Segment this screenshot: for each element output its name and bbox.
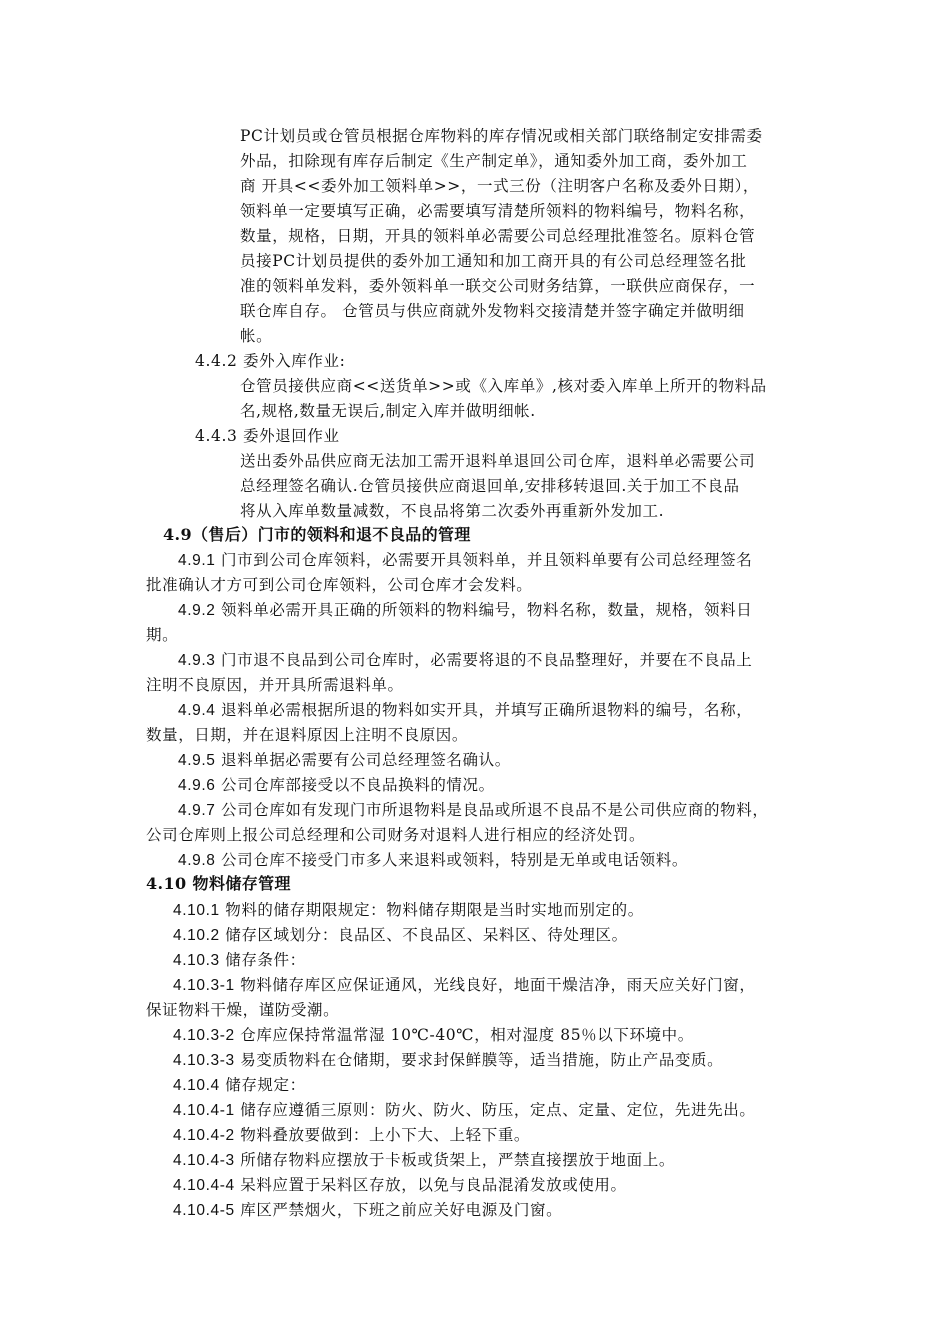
item-text: 公司仓库部接受以不良品换料的情况。 [221,776,495,794]
item-number: 4.9.6 [178,777,216,794]
section-line: 送出委外品供应商无法加工需开退料单退回公司仓库，退料单必需要公司 [240,452,756,470]
list-item [178,773,495,798]
list-item [173,923,628,948]
item-text: 呆料应置于呆料区存放，以免与良品混淆发放或使用。 [240,1176,627,1194]
section-line: 仓管员接供应商<<送货单>>或《入库单》,核对委入库单上所开的物料品 [240,377,767,395]
list-item [173,1123,530,1148]
list-item [178,848,688,873]
item-text: 公司仓库不接受门市多人来退料或领料，特别是无单或电话领料。 [221,851,688,869]
section-heading-4-10: 4.10 物料储存管理 [146,874,291,893]
item-number: 4.10.3-1 [173,977,235,994]
item-number: 4.10.4-2 [173,1127,235,1144]
list-item [173,1148,675,1173]
item-text: 退料单据必需要有公司总经理签名确认。 [221,751,511,769]
item-continuation: 数量，日期，并在退料原因上注明不良原因。 [146,726,469,744]
list-item [178,648,752,673]
item-continuation: 公司仓库则上报公司总经理和公司财务对退料人进行相应的经济处罚。 [146,826,646,844]
intro-line: 帐。 [240,327,273,345]
item-continuation: 注明不良原因，并开具所需退料单。 [146,676,404,694]
list-item [173,898,644,923]
item-number: 4.9.3 [178,652,216,669]
list-item [173,973,755,998]
intro-line: 联仓库自存。 仓管员与供应商就外发物料交接清楚并签字确定并做明细 [240,302,745,320]
item-text: 门市到公司仓库领料，必需要开具领料单，并且领料单要有公司总经理签名 [221,551,753,569]
item-number: 4.9.5 [178,752,216,769]
list-item [173,1073,306,1098]
list-item [173,1023,694,1048]
item-text: 领料单必需开具正确的所领料的物料编号，物料名称，数量，规格，领料日 [221,601,753,619]
item-number: 4.10.4-5 [173,1202,235,1219]
item-text: 门市退不良品到公司仓库时，必需要将退的不良品整理好，并要在不良品上 [221,651,753,669]
item-number: 4.10.3 [173,952,220,969]
intro-line: 外品，扣除现有库存后制定《生产制定单》，通知委外加工商，委外加工 [240,152,748,170]
item-text: 所储存物料应摆放于卡板或货架上，严禁直接摆放于地面上。 [240,1151,675,1169]
list-item [178,698,752,723]
intro-line: 领料单一定要填写正确，必需要填写清楚所领料的物料编号，物料名称， [240,202,756,220]
item-number: 4.9.8 [178,852,216,869]
item-number: 4.10.3-3 [173,1052,235,1069]
section-line: 将从入库单数量减数，不良品将第二次委外再重新外发加工. [240,502,665,520]
list-item [178,548,752,573]
intro-line: PC计划员或仓管员根据仓库物料的库存情况或相关部门联络制定安排需委 [240,127,763,145]
section-title-4-4-2: 4.4.2 委外入库作业: [195,352,346,370]
item-number: 4.10.2 [173,927,220,944]
item-number: 4.10.4-1 [173,1102,235,1119]
section-title-4-4-3: 4.4.3 委外退回作业 [195,427,340,445]
item-text: 仓库应保持常温常湿 10℃-40℃，相对湿度 85％以下环境中。 [240,1026,694,1044]
item-text: 易变质物料在仓储期，要求封保鲜膜等，适当措施，防止产品变质。 [240,1051,724,1069]
item-continuation: 批准确认才方可到公司仓库领料，公司仓库才会发料。 [146,576,533,594]
section-line: 名,规格,数量无误后,制定入库并做明细帐. [240,402,536,420]
item-text: 储存规定： [225,1076,306,1094]
item-number: 4.9.4 [178,702,216,719]
item-number: 4.10.3-2 [173,1027,235,1044]
list-item [173,1098,755,1123]
intro-line: 数量，规格，日期，开具的领料单必需要公司总经理批准签名。原料仓管 [240,227,756,245]
list-item [173,1048,723,1073]
intro-line: 商 开具<<委外加工领料单>>，一式三份（注明客户名称及委外日期）， [240,177,760,195]
list-item [178,748,511,773]
item-text: 储存区域划分：良品区、不良品区、呆料区、待处理区。 [225,926,628,944]
list-item [173,948,306,973]
item-continuation: 期。 [146,626,179,644]
item-number: 4.10.4-4 [173,1177,235,1194]
item-number: 4.9.7 [178,802,216,819]
item-number: 4.10.4-3 [173,1152,235,1169]
item-text: 库区严禁烟火，下班之前应关好电源及门窗。 [240,1201,563,1219]
item-text: 物料的储存期限规定：物料储存期限是当时实地而别定的。 [225,901,644,919]
item-text: 退料单必需根据所退的物料如实开具，并填写正确所退物料的编号，名称， [221,701,753,719]
item-number: 4.10.1 [173,902,220,919]
item-number: 4.9.1 [178,552,216,569]
item-text: 物料储存库区应保证通风，光线良好，地面干燥洁净，雨天应关好门窗， [240,976,756,994]
list-item [173,1173,627,1198]
item-continuation: 保证物料干燥，谨防受潮。 [146,1001,340,1019]
section-line: 总经理签名确认.仓管员接供应商退回单,安排移转退回.关于加工不良品 [240,477,740,495]
item-text: 公司仓库如有发现门市所退物料是良品或所退不良品不是公司供应商的物料， [221,801,769,819]
intro-line: 员接PC计划员提供的委外加工通知和加工商开具的有公司总经理签名批 [240,252,747,270]
item-text: 储存条件： [225,951,306,969]
section-heading-4-9: 4.9（售后）门市的领料和退不良品的管理 [163,525,471,544]
list-item [178,798,768,823]
item-number: 4.10.4 [173,1077,220,1094]
item-number: 4.9.2 [178,602,216,619]
list-item [178,598,752,623]
item-text: 储存应遵循三原则：防火、防火、防压，定点、定量、定位，先进先出。 [240,1101,756,1119]
list-item [173,1198,562,1223]
intro-line: 准的领料单发料，委外领料单一联交公司财务结算，一联供应商保存，一 [240,277,756,295]
item-text: 物料叠放要做到：上小下大、上轻下重。 [240,1126,531,1144]
